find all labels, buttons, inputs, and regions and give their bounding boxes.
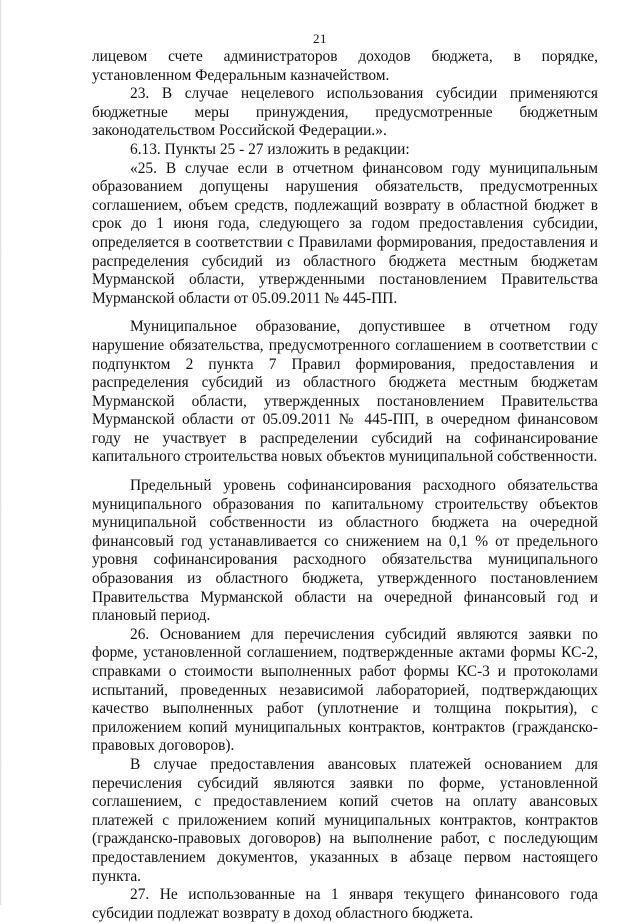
paragraph-clause-25: «25. В случае если в отчетном финансовом году муниципальным образованием допущены нарушения обязательств, предусмотренных соглашением, объем средств, подлежащий возврату в областной бюджет в срок до 1 июня года, следующего за годом предоставления субсидии, определяется в соответствии с Правилами формирования, предоставления и распределения субсидий из областного бюджета местным бюджетам Мурманской области, утвержденными постановлением Правительства Мурманской области от 05.09.2011 № 445-ПП. (92, 159, 598, 307)
page-number: 21 (313, 31, 327, 46)
paragraph-municipal-violation: Муниципальное образование, допустившее в отчетном году нарушение обязательства, предусмотренного соглашением в соответствии с подпунктом 2 пункта 7 Правил формирования, предоставления и распределения субсидий из областного бюджета местным бюджетам Мурманской области, утвержденных постановлением Правительства Мурманской области от 05.09.2011 № 445-ПП, в очередном финансовом году не участвует в распределении субсидий на софинансирование капитального строительства новых объектов муниципальной собственности. (92, 318, 598, 466)
scan-edge-shadow (0, 0, 2, 905)
paragraph-cofinancing-limit: Предельный уровень софинансирования расходного обязательства муниципального образования по капитальному строительству объектов муниципальной собственности из областного бюджета на очередной финансовый год устанавливается со снижением на 0,1 % от предельного уровня софинансирования расходного обязательства муниципального образования из областного бюджета, утвержденного постановлением Правительства Мурманской области на очередной финансовый год и плановый период. (92, 477, 598, 625)
paragraph-advance-payments: В случае предоставления авансовых платежей основанием для перечисления субсидий являются заявки по форме, установленной соглашением, с предоставлением копий счетов на оплату авансовых платежей с приложением копий муниципальных контрактов, контрактов (гражданско-правовых договоров) на выполнение работ, с последующим предоставлением документов, указанных в абзаце первом настоящего пункта. (92, 755, 598, 885)
document-body (92, 48, 598, 923)
paragraph-amendment-6-13: 6.13. Пункты 25 - 27 изложить в редакции: (130, 140, 410, 158)
paragraph-continuation: лицевом счете администраторов доходов бюджета, в порядке, установленном Федеральным казначейством. (92, 48, 598, 84)
paragraph-clause-23: 23. В случае нецелевого использования субсидии применяются бюджетные меры принуждения, предусмотренные бюджетным законодательством Российской Федерации.». (92, 85, 598, 140)
paragraph-clause-27: 27. Не использованные на 1 января текущего финансового года субсидии подлежат возврату в доход областного бюджета. (92, 886, 598, 922)
paragraph-clause-26: 26. Основанием для перечисления субсидий являются заявки по форме, установленной соглашением, подтвержденные актами формы КС-2, справками о стоимости выполненных работ формы КС-3 и протоколами испытаний, проведенных независимой лабораторией, подтверждающих качество выполненных работ (уплотнение и толщина покрытия), с приложением копий муниципальных контрактов, контрактов (гражданско-правовых договоров). (92, 625, 598, 755)
